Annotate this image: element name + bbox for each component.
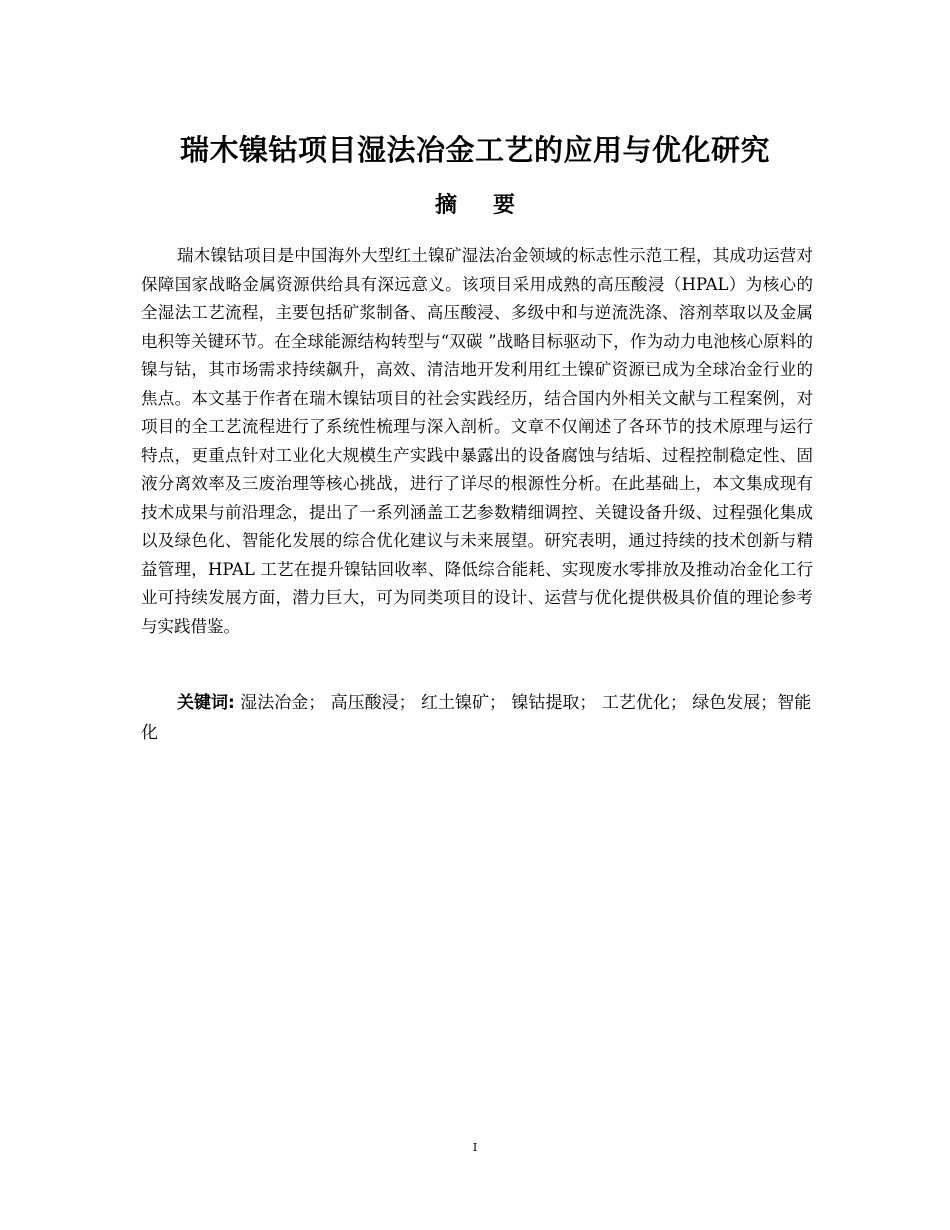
- keywords-label: 关键词:: [177, 693, 235, 713]
- abstract-paragraph: 瑞木镍钴项目是中国海外大型红土镍矿湿法冶金领域的标志性示范工程，其成功运营对保障国家战略金属资源供给具有深远意义。该项目采用成熟的高压酸浸（HPAL）为核心的全湿法工艺流程，主要包括矿浆制备、高压酸浸、多级中和与逆流洗涤、溶剂萃取以及金属电积等关键环节。在全球能源结构转型与“双碳 ”战略目标驱动下，作为动力电池核心原料的镍与钴，其市场需求持续飙升，高效、清洁地开发利用红土镍矿资源已成为全球冶金行业的焦点。本文基于作者在瑞木镍钴项目的社会实践经历，结合国内外相关文献与工程案例，对项目的全工艺流程进行了系统性梳理与深入剖析。文章不仅阐述了各环节的技术原理与运行特点，更重点针对工业化大规模生产实践中暴露出的设备腐蚀与结垢、过程控制稳定性、固液分离效率及三废治理等核心挑战，进行了详尽的根源性分析。在此基础上，本文集成现有技术成果与前沿理念，提出了一系列涵盖工艺参数精细调控、关键设备升级、过程强化集成以及绿色化、智能化发展的综合优化建议与未来展望。研究表明，通过持续的技术创新与精益管理，HPAL 工艺在提升镍钴回收率、降低综合能耗、实现废水零排放及推动冶金化工行业可持续发展方面，潜力巨大，可为同类项目的设计、运营与优化提供极具价值的理论参考与实践借鉴。: [141, 246, 813, 636]
- keywords-line: [141, 688, 813, 748]
- abstract-heading: 摘要: [434, 193, 551, 218]
- keywords-list: 湿法冶金； 高压酸浸； 红土镍矿； 镍钴提取； 工艺优化； 绿色发展；智能化: [141, 693, 812, 743]
- page-number: I: [472, 1141, 478, 1154]
- paper-title: 瑞木镍钴项目湿法冶金工艺的应用与优化研究: [179, 133, 770, 167]
